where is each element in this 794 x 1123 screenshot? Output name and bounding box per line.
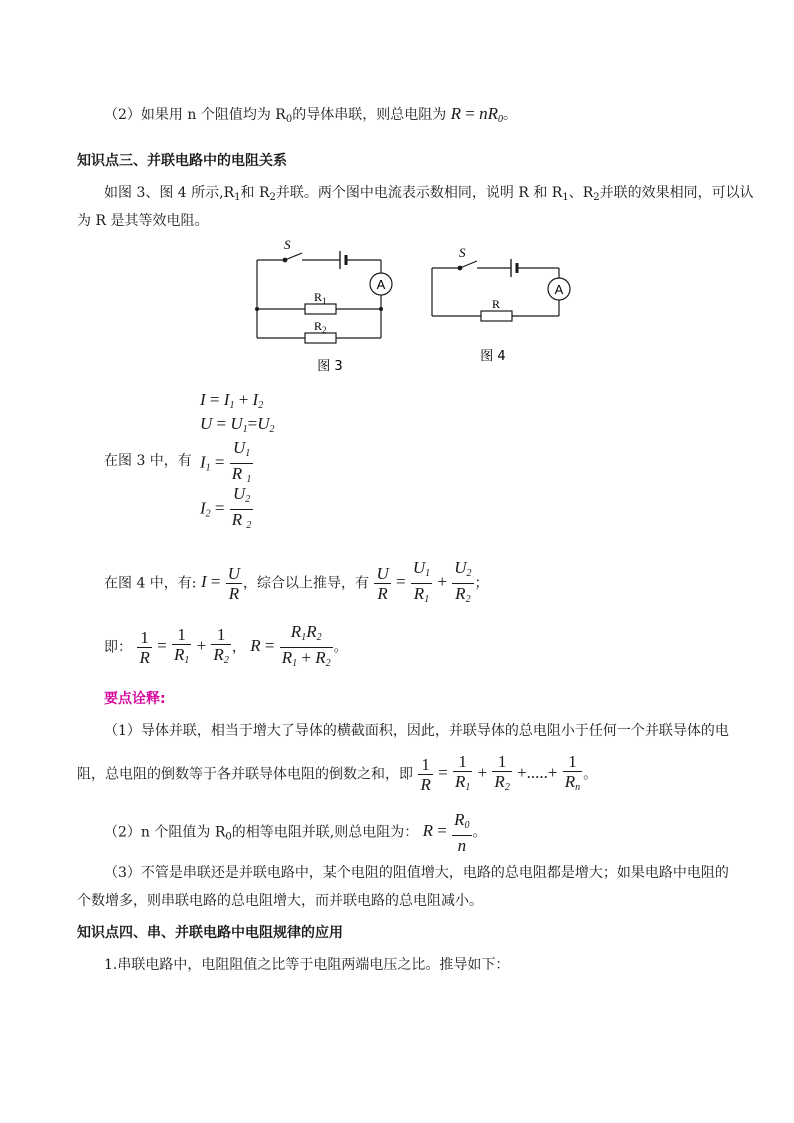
switch-label: S [284,237,291,252]
ammeter-label: A [376,277,386,292]
key-point-3-line2: 个数增多，则串联电路的总电阻增大，而并联电路的总电阻减小。 [77,893,483,909]
key-points-heading: 要点诠释: [104,691,166,707]
eq-current-sum: $I = I_1 + I_2$ [200,390,264,411]
svg-text:R1: $R_1$ [314,290,327,306]
svg-text:R2: $R_2$ [314,319,327,335]
series-resistance-statement: （2）如果用 n 个阻值均为 $R_0$的导体串联，则总电阻为 $R = nR_0$。 [104,104,518,125]
paragraph-fig3-fig4-cont: 为 R 是其等效电阻。 [77,213,209,229]
eq-i2: $I_2$ = $\frac{U_2}{R _2}$ [200,484,252,531]
key-point-2: （2）n 个阻值为 $R_0$的相等电阻并联,则总电阻为： R = $\frac{R_0}{n}$ 。 [104,810,487,855]
key-point-1-line1: （1）导体并联，相当于增大了导体的横截面积，因此，并联导体的总电阻小于任何一个并联导体的电 [104,723,729,739]
formula-series-total: $R = nR_0$ [450,104,504,125]
parallel-resistance-formula: 即： $\frac{1}{R}$ = $\frac{1}{R_1}$ + $\frac{1}{R_2}$ ， R = $\frac{R_1R_2}{R_1 + R_2}$ 。 [104,622,348,669]
fig4-derivation: 在图 4 中，有: I = $\frac{U}{R}$ ，综合以上推导，有 $\frac{U}{R}$ = $\frac{U_1}{R_1}$ + $\frac{U_2}{R_2}$ ； [104,558,489,605]
figure-3-caption: 图 3 [317,359,343,374]
key-point-3-line1: （3）不管是串联还是并联电路中，某个电阻的阻值增大，电路的总电阻都是增大；如果电路中电阻的 [104,865,729,881]
svg-text:A: A [554,282,564,297]
fig3-eq-label: 在图 3 中，有 [104,453,192,469]
heading-knowledge-point-3: 知识点三、并联电路中的电阻关系 [77,153,287,169]
series-ratio-statement: 1.串联电路中，电阻阻值之比等于电阻两端电压之比。推导如下： [104,957,510,973]
figure-3-circuit [250,236,410,376]
figure-4-circuit [425,240,575,370]
svg-text:R: R [492,297,501,311]
eq-voltage-equal: $U = U_1=U_2$ [200,414,275,435]
paragraph-fig3-fig4: 如图 3、图 4 所示$,R_1$和 $R_2$并联。两个图中电流表示数相同，说明 R 和 $R_1$、$R_2$并联的效果相同，可以认 [104,185,754,203]
eq-i1: $I_1$ = $\frac{U_1}{R _1}$ [200,438,252,485]
figure-4-caption: 图 4 [480,349,506,364]
key-point-1-line2: 阻，总电阻的倒数等于各并联导体电阻的倒数之和，即 $\frac{1}{R}$ = $\frac{1}{R_1}$ + $\frac{1}{R_2}$ +.....+ $\frac{1}{R_n}$ 。 [77,752,598,794]
svg-text:S: S [459,245,466,260]
heading-knowledge-point-4: 知识点四、串、并联电路中电阻规律的应用 [77,925,343,941]
